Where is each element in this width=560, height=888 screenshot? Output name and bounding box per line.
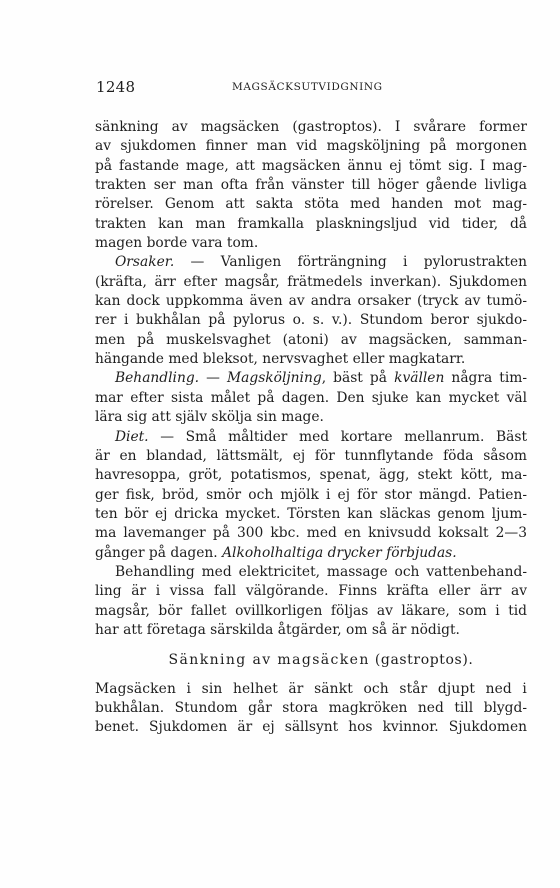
text-line: av sjukdomen finner man vid magsköljning på morgonen	[95, 138, 527, 155]
text-line: har att företaga särskilda åtgärder, om så är nödigt.	[95, 621, 460, 638]
diet-lead: — Små måltider med kortare mellanrum. Bäst	[148, 428, 527, 445]
page-number: 1248	[96, 78, 136, 96]
body-text	[95, 118, 527, 738]
text-line: kan dock uppkomma även av andra orsaker (tryck av tumö-	[95, 293, 527, 310]
paragraph-behandling	[95, 369, 527, 427]
behandling-mid: , bäst på	[321, 370, 395, 387]
text-line	[95, 544, 527, 563]
text-line: men på muskelsvaghet (atoni) av magsäcken, samman-	[95, 331, 527, 348]
text-line	[95, 253, 527, 272]
text-line: är en blandad, lättsmält, ej för tunnflytande föda såsom	[95, 447, 527, 464]
text-line: ling är i vissa fall välgörande. Finns kräfta eller ärr av	[95, 583, 527, 600]
running-head: MAGSÄCKSUTVIDGNING	[232, 81, 383, 93]
text-line: ger fisk, bröd, smör och mjölk i ej för stor mängd. Patien-	[95, 486, 527, 503]
behandling-tail: några tim-	[444, 370, 527, 387]
text-line: mar efter sista målet på dagen. Den sjuke kan mycket väl	[95, 389, 527, 406]
text-line	[95, 369, 527, 388]
paragraph-elektricitet	[95, 563, 527, 640]
text-line: rörelser. Genom att sakta stöta med handen mot mag-	[95, 196, 527, 213]
section-heading	[95, 651, 527, 670]
behandling-term2: kvällen	[394, 370, 445, 387]
text-line: lära sig att själv skölja sin mage.	[95, 409, 324, 426]
text-line	[95, 428, 527, 447]
text-line: rer i bukhålan på pylorus o. s. v.). Stundom beror sjukdo-	[95, 312, 527, 329]
paragraph-symptoms	[95, 118, 527, 253]
page-header	[96, 78, 526, 98]
text-line: Magsäcken i sin helhet är sänkt och står djupt ned i	[95, 680, 527, 697]
orsaker-lead: — Vanligen förträngning i pylorustrakten	[174, 254, 527, 271]
section-heading-spaced: Sänkning av magsäcken	[168, 652, 370, 669]
text-line: havresoppa, gröt, potatismos, spenat, ägg, stekt kött, ma-	[95, 467, 527, 484]
text-line: på fastande mage, att magsäcken ännu ej tömt sig. I mag-	[95, 157, 527, 174]
text-line: trakten ser man ofta från vänster till höger gående livliga	[95, 177, 527, 194]
text-line: ma lavemanger på 300 kbc. med en knivsudd koksalt 2—3	[95, 525, 527, 542]
text-line: trakten kan man framkalla plaskningsljud vid tider, då	[95, 215, 527, 232]
diet-last-italic: Alkoholhaltiga drycker förbjudas.	[222, 544, 457, 561]
orsaker-label: Orsaker.	[115, 254, 175, 271]
behandling-term: Magsköljning	[227, 370, 322, 387]
section-heading-rest: (gastroptos).	[369, 652, 474, 669]
paragraph-diet	[95, 428, 527, 563]
text-line: (kräfta, ärr efter magsår, frätmedels inverkan). Sjukdomen	[95, 273, 527, 290]
text-line: Behandling med elektricitet, massage och vattenbehand-	[115, 563, 527, 580]
text-line: magen borde vara tom.	[95, 235, 259, 252]
paragraph-gastroptos	[95, 680, 527, 738]
diet-last-plain: gånger på dagen.	[95, 544, 223, 561]
text-line: bukhålan. Stundom går stora magkröken ned till blygd-	[95, 699, 527, 716]
diet-label: Diet.	[115, 428, 149, 445]
text-line: hängande med bleksot, nervsvaghet eller magkatarr.	[95, 351, 466, 368]
paragraph-orsaker	[95, 253, 527, 369]
text-line: sänkning av magsäcken (gastroptos). I svårare former	[95, 119, 527, 135]
behandling-dash: —	[199, 370, 228, 387]
text-line: benet. Sjukdomen är ej sällsynt hos kvinnor. Sjukdomen	[95, 719, 527, 736]
behandling-label: Behandling.	[115, 370, 200, 387]
text-line: magsår, bör fallet ovillkorligen följas av läkare, som i tid	[95, 602, 527, 619]
text-line: ten bör ej dricka mycket. Törsten kan släckas genom ljum-	[95, 505, 527, 522]
